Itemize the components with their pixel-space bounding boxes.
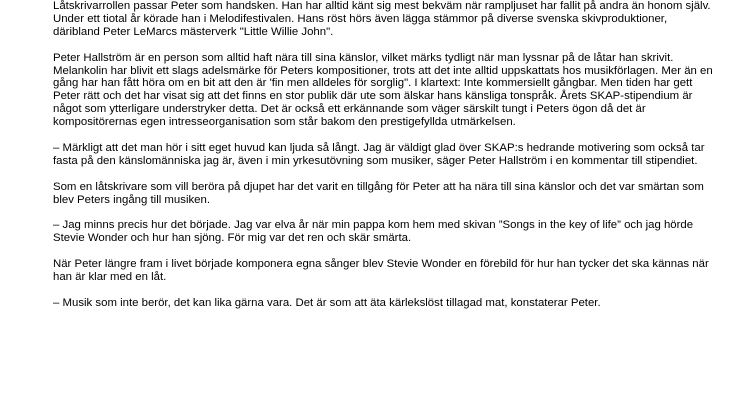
paragraph-3: – Märkligt att det man hör i sitt eget huvud kan ljuda så långt. Jag är väldigt glad över SKAP:s hedrande motivering som också tar fasta på den känslomänniska jag är, även i min yrkesutövning som musiker, säger Peter Hallström i en kommentar till stipendiet. [53,141,705,167]
paragraph-1: Låtskrivarrollen passar Peter som handsken. Han har alltid känt sig mest bekväm när rampljuset har fallit på andra än honom själv. Under ett tiotal år körade han i Melodifestivalen. Hans röst hörs även lägga stämmor på diverse svenska skivproduktioner, däribland Peter LeMarcs mästerverk "Little Willie John". [53,0,711,38]
paragraph-5: – Jag minns precis hur det började. Jag var elva år när min pappa kom hem med skivan ”Songs in the key of life” och jag hörde Stevie Wonder och hur han sjöng. För mig var det ren och skär smärta. [53,219,694,245]
document-body [53,0,713,323]
paragraph-6: När Peter längre fram i livet började komponera egna sånger blev Stevie Wonder en förebild för hur han tycker det ska kännas när han är klar med en låt. [53,258,709,283]
paragraph-4: Som en låtskrivare som vill beröra på djupet har det varit en tillgång för Peter att ha nära till sina känslor och det var smärtan som blev Peters ingång till musiken. [53,180,704,206]
paragraph-7: – Musik som inte berör, det kan lika gärna vara. Det är som att äta kärlekslöst tillagad mat, konstaterar Peter. [53,296,601,309]
paragraph-2: Peter Hallström är en person som alltid haft nära till sina känslor, vilket märks tydligt när man lyssnar på de låtar han skrivit. Melankolin har blivit ett slags adelsmärke för Peters kompositioner, trots att det inte alltid uppskattats hos musikförlagen. Mer än en gång har han fått höra om en bit att den är 'fin men alldeles för sorglig". I klartext: Inte kommersiellt gångbar. Men tiden har gett Peter rätt och det har visat sig att det finns en stor publik där ute som älskar hans känsliga tonspråk. Årets SKAP-stipendium är något som ytterligare understryker detta. Det är också ett erkännande som väger särskilt tungt i Peters ögon då det är kompositörernas egen intresseorganisation som står bakom den prestigefyllda utmärkelsen. [53,51,713,129]
